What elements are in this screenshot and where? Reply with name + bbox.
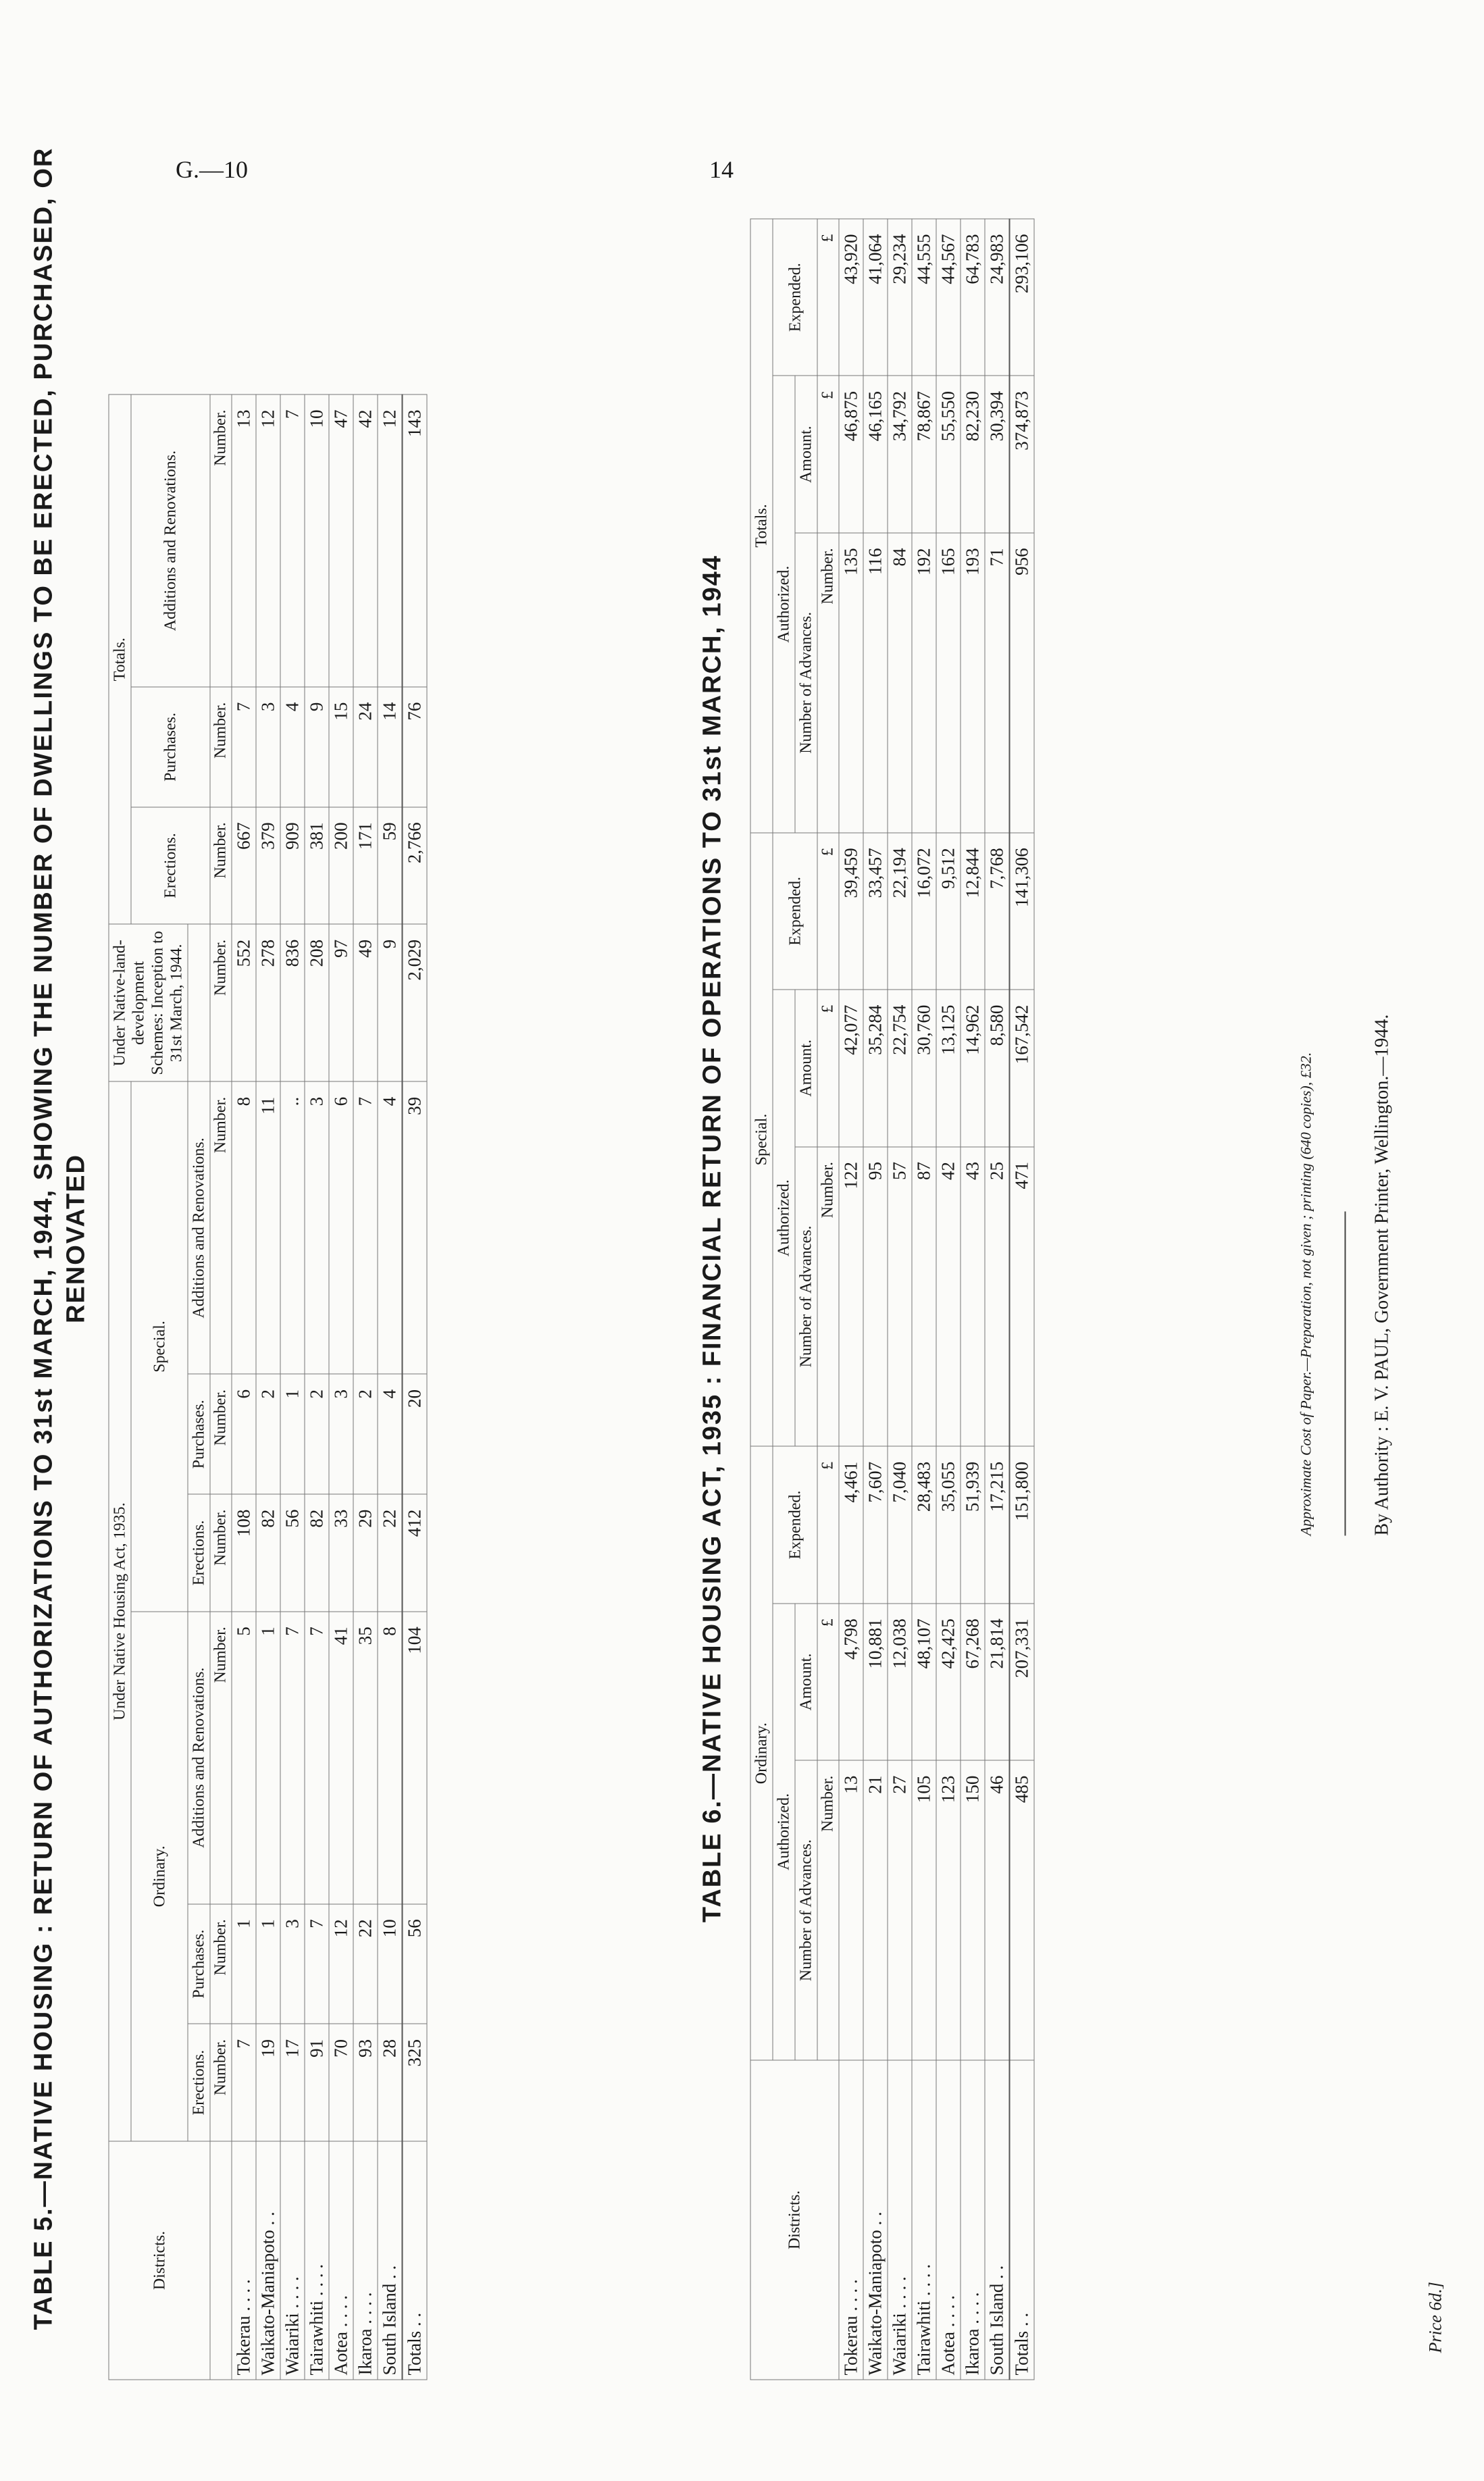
t5-cell-t_pur: 7	[232, 687, 256, 807]
t6-cell-t_amt: 78,867	[912, 376, 936, 532]
t6-cell-o_amt: 4,798	[839, 1603, 863, 1760]
t6-cell-t_num: 135	[839, 532, 863, 832]
t6-cell-s_exp: 39,459	[839, 832, 863, 989]
t5-cell-o_pur: 7	[305, 1903, 329, 2024]
t6-cell-district: Waikato-Maniapoto . .	[863, 2060, 888, 2380]
t6-cell-o_num: 123	[936, 1760, 961, 2060]
t6-table-row	[888, 219, 912, 2380]
t6-cell-s_num: 57	[888, 1146, 912, 1446]
t6-cell-o_amt: 10,881	[863, 1603, 888, 1760]
t6-cell-t_amt: 46,165	[863, 376, 888, 532]
t6-header-t-expended: Expended.	[773, 219, 817, 376]
t6-cell-o_exp: 35,055	[936, 1446, 961, 1603]
t5-cell-o_add: 5	[232, 1611, 256, 1903]
t5-header-districts: Districts.	[109, 2141, 210, 2380]
t5-cell-s_ere: 56	[280, 1494, 305, 1612]
t5-cell-t_pur: 9	[305, 687, 329, 807]
t5-header-o-additions: Additions and Renovations.	[188, 1611, 210, 1903]
t5-cell-o_add: 7	[305, 1611, 329, 1903]
t5-header-s-additions: Additions and Renovations.	[188, 1081, 210, 1374]
t6-cell-o_num: 105	[912, 1760, 936, 2060]
t5-cell-t_ere: 171	[353, 807, 378, 924]
t6-cell-o_num: 150	[961, 1760, 985, 2060]
t6-cell-t_amt: 46,875	[839, 376, 863, 532]
t6-cell-t_num: 116	[863, 532, 888, 832]
t5-cell-o_pur: 56	[402, 1903, 427, 2024]
t6-cell-s_exp: 16,072	[912, 832, 936, 989]
t5-cell-o_add: 104	[402, 1611, 427, 1903]
t6-header-s-authorized: Authorized.	[773, 990, 795, 1446]
t6-unit-pound: £	[817, 219, 839, 376]
t6-unit-number: Number.	[817, 532, 839, 832]
authority-line: By Authority : E. V. PAUL, Government Printer, Wellington.—1944.	[1371, 1014, 1392, 1535]
t5-cell-t_ere: 909	[280, 807, 305, 924]
table5-title: TABLE 5.—NATIVE HOUSING : RETURN OF AUTHORIZATIONS TO 31st MARCH, 1944, SHOWING THE NUMBER OF DWELLINGS TO BE ERECTED, PURCHASED, OR RENOVATED	[29, 147, 90, 2330]
t6-header-special: Special.	[750, 832, 773, 1446]
t5-cell-s_pur: 1	[280, 1374, 305, 1494]
t5-cell-scheme: 836	[280, 924, 305, 1081]
t5-cell-t_ere: 59	[378, 807, 403, 924]
t6-cell-district: South Island . .	[985, 2060, 1010, 2380]
t6-cell-s_num: 43	[961, 1146, 985, 1446]
t6-unit-number: Number.	[817, 1760, 839, 2060]
t6-cell-s_amt: 42,077	[839, 990, 863, 1146]
t5-table-row	[256, 394, 280, 2380]
price: Price 6d.]	[1425, 2281, 1445, 2353]
t6-cell-s_num: 87	[912, 1146, 936, 1446]
t6-cell-s_num: 95	[863, 1146, 888, 1446]
page-number: 14	[709, 156, 734, 183]
t5-cell-s_pur: 4	[378, 1374, 403, 1494]
t6-cell-s_amt: 167,542	[1009, 990, 1034, 1146]
t6-totals-row	[1009, 219, 1034, 2380]
table5	[108, 394, 427, 2380]
t5-header-s-erections: Erections.	[188, 1494, 210, 1612]
t6-unit-pound: £	[817, 1603, 839, 1760]
t5-cell-o_pur: 1	[232, 1903, 256, 2024]
t6-cell-s_amt: 35,284	[863, 990, 888, 1146]
t6-header-totals: Totals.	[750, 219, 773, 833]
t5-cell-s_add: ..	[280, 1081, 305, 1374]
t5-cell-o_add: 35	[353, 1611, 378, 1903]
t5-cell-t_add: 42	[353, 394, 378, 687]
t6-header-s-amount: Amount.	[795, 990, 817, 1146]
t5-table-row	[353, 394, 378, 2380]
t5-cell-district: Waiariki . . . .	[280, 2141, 305, 2380]
t6-cell-t_exp: 64,783	[961, 219, 985, 376]
t5-header-act: Under Native Housing Act, 1935.	[109, 1081, 131, 2141]
t6-cell-o_num: 13	[839, 1760, 863, 2060]
t6-cell-o_exp: 51,939	[961, 1446, 985, 1603]
t5-cell-district: Tairawhiti . . . .	[305, 2141, 329, 2380]
t5-cell-s_ere: 33	[329, 1494, 353, 1612]
t5-header-o-erections: Erections.	[188, 2024, 210, 2141]
t6-cell-o_amt: 67,268	[961, 1603, 985, 1760]
t5-cell-scheme: 552	[232, 924, 256, 1081]
t5-table-row	[378, 394, 403, 2380]
t6-cell-t_amt: 34,792	[888, 376, 912, 532]
t5-cell-o_add: 8	[378, 1611, 403, 1903]
t6-cell-t_exp: 44,567	[936, 219, 961, 376]
t6-cell-s_exp: 33,457	[863, 832, 888, 989]
t6-cell-s_num: 42	[936, 1146, 961, 1446]
t6-cell-o_amt: 42,425	[936, 1603, 961, 1760]
t6-cell-s_num: 471	[1009, 1146, 1034, 1446]
t6-cell-s_exp: 141,306	[1009, 832, 1034, 989]
t6-cell-s_amt: 22,754	[888, 990, 912, 1146]
t5-unit: Number.	[210, 924, 232, 1081]
t5-table-row	[280, 394, 305, 2380]
t5-unit: Number.	[210, 687, 232, 807]
t5-cell-district: Waikato-Maniapoto . .	[256, 2141, 280, 2380]
t6-cell-t_amt: 55,550	[936, 376, 961, 532]
t5-cell-o_ere: 17	[280, 2024, 305, 2141]
t5-cell-s_ere: 108	[232, 1494, 256, 1612]
t6-table-row	[839, 219, 863, 2380]
t6-header-o-number: Number of Advances.	[795, 1760, 817, 2060]
t6-unit-pound: £	[817, 1446, 839, 1603]
t5-cell-s_pur: 2	[256, 1374, 280, 1494]
t6-cell-t_exp: 41,064	[863, 219, 888, 376]
t5-cell-t_ere: 200	[329, 807, 353, 924]
t6-cell-t_num: 84	[888, 532, 912, 832]
t6-cell-t_num: 71	[985, 532, 1010, 832]
t6-header-districts: Districts.	[750, 2060, 839, 2380]
t5-cell-t_pur: 24	[353, 687, 378, 807]
t5-unit: Number.	[210, 1903, 232, 2024]
t5-cell-s_pur: 2	[305, 1374, 329, 1494]
t5-cell-t_add: 143	[402, 394, 427, 687]
t5-cell-t_add: 12	[378, 394, 403, 687]
t5-cell-o_ere: 28	[378, 2024, 403, 2141]
t6-cell-t_exp: 44,555	[912, 219, 936, 376]
t6-cell-t_num: 956	[1009, 532, 1034, 832]
t5-table-row	[305, 394, 329, 2380]
t6-table-row	[912, 219, 936, 2380]
t5-cell-t_ere: 381	[305, 807, 329, 924]
t6-cell-s_amt: 14,962	[961, 990, 985, 1146]
t5-header-t-additions: Additions and Renovations.	[131, 394, 210, 687]
t5-cell-s_ere: 29	[353, 1494, 378, 1612]
t5-unit: Number.	[210, 1374, 232, 1494]
t5-cell-s_add: 7	[353, 1081, 378, 1374]
t5-header-scheme: Under Native-land-development Schemes: Inception to 31st March, 1944.	[109, 924, 188, 1081]
t6-cell-district: Tokerau . . . .	[839, 2060, 863, 2380]
table6-title: TABLE 6.—NATIVE HOUSING ACT, 1935 : FINANCIAL RETURN OF OPERATIONS TO 31st MARCH, 1944	[698, 554, 726, 1922]
t5-cell-s_pur: 2	[353, 1374, 378, 1494]
t5-cell-t_pur: 14	[378, 687, 403, 807]
t5-header-t-purchases: Purchases.	[131, 687, 210, 807]
t6-cell-t_exp: 43,920	[839, 219, 863, 376]
t5-cell-t_pur: 3	[256, 687, 280, 807]
t5-cell-t_add: 13	[232, 394, 256, 687]
t6-cell-district: Totals . .	[1009, 2060, 1034, 2380]
t5-cell-s_ere: 412	[402, 1494, 427, 1612]
t5-cell-t_ere: 2,766	[402, 807, 427, 924]
t5-cell-scheme: 97	[329, 924, 353, 1081]
t5-cell-t_add: 12	[256, 394, 280, 687]
t5-cell-o_ere: 19	[256, 2024, 280, 2141]
t6-cell-district: Waiariki . . . .	[888, 2060, 912, 2380]
t6-unit-pound: £	[817, 990, 839, 1146]
t6-cell-t_exp: 293,106	[1009, 219, 1034, 376]
t5-cell-o_ere: 7	[232, 2024, 256, 2141]
t5-cell-district: Aotea . . . .	[329, 2141, 353, 2380]
t6-cell-district: Tairawhiti . . . .	[912, 2060, 936, 2380]
t6-cell-t_amt: 374,873	[1009, 376, 1034, 532]
t6-cell-s_amt: 8,580	[985, 990, 1010, 1146]
t6-header-t-amount: Amount.	[795, 376, 817, 532]
t6-cell-o_num: 21	[863, 1760, 888, 2060]
t5-unit: Number.	[210, 807, 232, 924]
t5-cell-district: South Island . .	[378, 2141, 403, 2380]
t5-cell-s_add: 8	[232, 1081, 256, 1374]
t6-cell-o_num: 46	[985, 1760, 1010, 2060]
t5-cell-t_pur: 15	[329, 687, 353, 807]
t5-unit: Number.	[210, 2024, 232, 2141]
t5-unit: Number.	[210, 1081, 232, 1374]
doc-ref: G.—10	[176, 156, 248, 183]
t5-cell-t_pur: 76	[402, 687, 427, 807]
t6-cell-s_exp: 12,844	[961, 832, 985, 989]
t5-cell-s_pur: 20	[402, 1374, 427, 1494]
t5-cell-t_add: 10	[305, 394, 329, 687]
t5-header-ordinary: Ordinary.	[131, 1611, 188, 2141]
t6-table-row	[961, 219, 985, 2380]
t5-header-special: Special.	[131, 1081, 188, 1611]
table6	[750, 218, 1034, 2380]
t5-cell-s_add: 3	[305, 1081, 329, 1374]
t6-cell-o_num: 485	[1009, 1760, 1034, 2060]
t6-cell-s_exp: 9,512	[936, 832, 961, 989]
t5-header-o-purchases: Purchases.	[188, 1903, 210, 2024]
t5-cell-o_ere: 93	[353, 2024, 378, 2141]
t5-cell-s_ere: 82	[256, 1494, 280, 1612]
t6-cell-t_num: 193	[961, 532, 985, 832]
t6-cell-o_amt: 48,107	[912, 1603, 936, 1760]
t6-table-row	[936, 219, 961, 2380]
t6-cell-t_exp: 29,234	[888, 219, 912, 376]
t5-cell-district: Ikaroa . . . .	[353, 2141, 378, 2380]
t5-cell-scheme: 278	[256, 924, 280, 1081]
t5-table-row	[329, 394, 353, 2380]
t6-cell-s_num: 25	[985, 1146, 1010, 1446]
t5-cell-t_add: 7	[280, 394, 305, 687]
t6-cell-o_exp: 7,607	[863, 1446, 888, 1603]
t6-unit-pound: £	[817, 376, 839, 532]
t6-header-s-expended: Expended.	[773, 832, 817, 989]
t6-cell-t_num: 192	[912, 532, 936, 832]
t5-cell-t_ere: 379	[256, 807, 280, 924]
t5-cell-o_ere: 91	[305, 2024, 329, 2141]
t5-cell-t_pur: 4	[280, 687, 305, 807]
t6-unit-number: Number.	[817, 1146, 839, 1446]
t6-cell-t_amt: 82,230	[961, 376, 985, 532]
t5-unit: Number.	[210, 1611, 232, 1903]
t5-cell-s_add: 6	[329, 1081, 353, 1374]
t5-cell-district: Tokerau . . . .	[232, 2141, 256, 2380]
t6-header-t-number: Number of Advances.	[795, 532, 817, 832]
t5-table-row	[232, 394, 256, 2380]
t5-cell-o_add: 7	[280, 1611, 305, 1903]
t6-cell-district: Ikaroa . . . .	[961, 2060, 985, 2380]
t5-cell-s_ere: 22	[378, 1494, 403, 1612]
t6-cell-o_exp: 7,040	[888, 1446, 912, 1603]
t6-cell-o_exp: 17,215	[985, 1446, 1010, 1603]
t5-cell-scheme: 208	[305, 924, 329, 1081]
t5-cell-s_pur: 6	[232, 1374, 256, 1494]
t5-unit: Number.	[210, 1494, 232, 1612]
t6-cell-o_amt: 12,038	[888, 1603, 912, 1760]
t5-cell-s_add: 39	[402, 1081, 427, 1374]
t6-table-row	[863, 219, 888, 2380]
t6-header-t-authorized: Authorized.	[773, 376, 795, 832]
t5-cell-o_ere: 325	[402, 2024, 427, 2141]
t5-cell-s_add: 4	[378, 1081, 403, 1374]
t6-cell-t_amt: 30,394	[985, 376, 1010, 532]
t5-cell-district: Totals . .	[402, 2141, 427, 2380]
t6-header-ordinary: Ordinary.	[750, 1446, 773, 2060]
t6-unit-pound: £	[817, 832, 839, 989]
t5-totals-row	[402, 394, 427, 2380]
t5-unit: Number.	[210, 394, 232, 687]
t5-cell-t_ere: 667	[232, 807, 256, 924]
t5-cell-scheme: 49	[353, 924, 378, 1081]
t6-cell-t_num: 165	[936, 532, 961, 832]
t5-cell-o_pur: 1	[256, 1903, 280, 2024]
t6-cell-t_exp: 24,983	[985, 219, 1010, 376]
t5-cell-scheme: 9	[378, 924, 403, 1081]
t5-cell-t_add: 47	[329, 394, 353, 687]
t5-cell-o_pur: 3	[280, 1903, 305, 2024]
t6-cell-s_amt: 30,760	[912, 990, 936, 1146]
t5-header-t-erections: Erections.	[131, 807, 210, 924]
t5-cell-o_ere: 70	[329, 2024, 353, 2141]
t5-cell-s_pur: 3	[329, 1374, 353, 1494]
t6-cell-o_exp: 28,483	[912, 1446, 936, 1603]
t6-cell-s_amt: 13,125	[936, 990, 961, 1146]
t6-cell-s_num: 122	[839, 1146, 863, 1446]
t5-cell-scheme: 2,029	[402, 924, 427, 1081]
t6-cell-s_exp: 7,768	[985, 832, 1010, 989]
t6-cell-s_exp: 22,194	[888, 832, 912, 989]
t6-header-o-authorized: Authorized.	[773, 1603, 795, 2060]
t6-cell-o_exp: 4,461	[839, 1446, 863, 1603]
t6-header-s-number: Number of Advances.	[795, 1146, 817, 1446]
t5-cell-s_add: 11	[256, 1081, 280, 1374]
t6-cell-o_amt: 207,331	[1009, 1603, 1034, 1760]
t5-cell-o_pur: 22	[353, 1903, 378, 2024]
cost-note: Approximate Cost of Paper.—Preparation, not given ; printing (640 copies), £32.	[1297, 1052, 1314, 1535]
t5-header-totals: Totals.	[109, 394, 131, 924]
t6-cell-o_exp: 151,800	[1009, 1446, 1034, 1603]
t6-header-o-expended: Expended.	[773, 1446, 817, 1603]
t5-cell-o_add: 1	[256, 1611, 280, 1903]
t6-header-o-amount: Amount.	[795, 1603, 817, 1760]
t5-cell-o_pur: 12	[329, 1903, 353, 2024]
t5-cell-o_add: 41	[329, 1611, 353, 1903]
t5-cell-s_ere: 82	[305, 1494, 329, 1612]
t6-cell-o_num: 27	[888, 1760, 912, 2060]
t5-cell-o_pur: 10	[378, 1903, 403, 2024]
t6-cell-district: Aotea . . . .	[936, 2060, 961, 2380]
divider	[1344, 1211, 1346, 1535]
t6-cell-o_amt: 21,814	[985, 1603, 1010, 1760]
t6-table-row	[985, 219, 1010, 2380]
t5-header-s-purchases: Purchases.	[188, 1374, 210, 1494]
